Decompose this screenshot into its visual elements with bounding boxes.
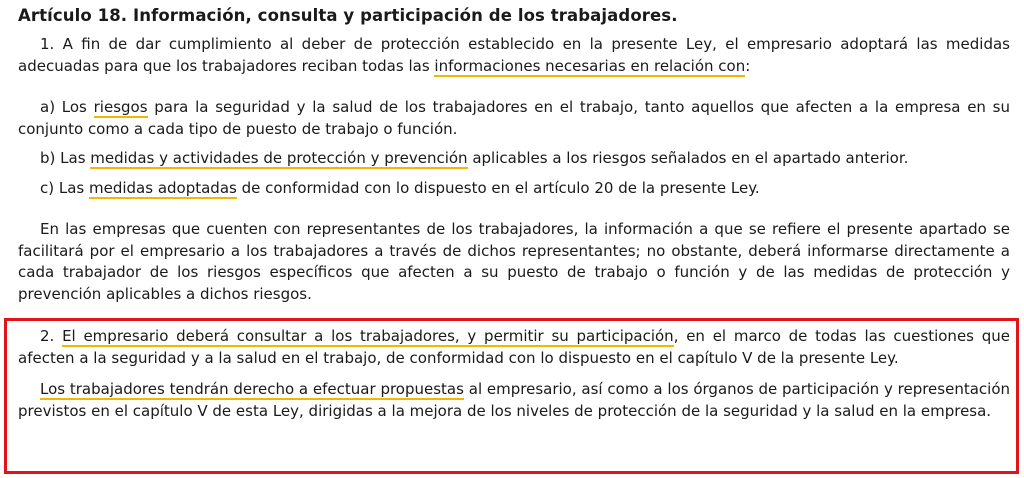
- paragraph-1-tail: :: [745, 56, 751, 75]
- underlined-phrase: informaciones necesarias en relación con: [434, 56, 746, 75]
- underlined-phrase: medidas adoptadas: [89, 178, 237, 197]
- list-item-a: [18, 97, 1010, 140]
- list-item-b-text: aplicables a los riesgos señalados en el apartado anterior.: [467, 149, 909, 167]
- paragraph-proposals: [18, 379, 1010, 422]
- list-item-c: [18, 178, 1010, 200]
- underlined-phrase: El empresario deberá consultar a los trabajadores, y permitir su participación: [62, 327, 674, 345]
- article-title: Artículo 18. Información, consulta y participación de los trabajadores.: [18, 6, 678, 25]
- list-item-b: [18, 148, 1010, 170]
- underlined-phrase: Los trabajadores tendrán derecho a efectuar propuestas: [40, 380, 464, 398]
- paragraph-1: [18, 34, 1010, 77]
- paragraph-2-text: , en el marco de todas las cuestiones que afecten a la seguridad y a la salud en el trabajo, de conformidad con lo dispuesto en el capítulo V de la presente Ley.: [18, 327, 1010, 367]
- list-item-a-prefix: a) Los: [40, 98, 94, 116]
- paragraph-2: [18, 326, 1010, 369]
- paragraph-proposals-text: al empresario, así como a los órganos de participación y representación previstos en el capítulo V de esta Ley, dirigidas a la mejora de los niveles de protección de la seguridad y la salud en la empresa.: [18, 380, 1010, 420]
- paragraph-representatives: En las empresas que cuenten con representantes de los trabajadores, la información a que se refiere el presente apartado se facilitará por el empresario a los trabajadores a través de dichos representantes; no obstante, deberá informarse directamente a cada trabajador de los riesgos específicos que afecten a su puesto de trabajo o función y de las medidas de protección y prevención aplicables a dichos riesgos.: [18, 220, 1010, 303]
- list-item-c-prefix: c) Las: [40, 178, 89, 197]
- list-item-b-prefix: b) Las: [40, 149, 91, 167]
- underlined-phrase: riesgos: [93, 98, 148, 116]
- list-item-a-text: para la seguridad y la salud de los trabajadores en el trabajo, tanto aquellos que afecten a la empresa en su conjunto como a cada tipo de puesto de trabajo o función.: [18, 98, 1010, 138]
- highlighted-section: [18, 326, 1010, 422]
- underlined-phrase: medidas y actividades de protección y prevención: [90, 149, 468, 167]
- list-item-c-text: de conformidad con lo dispuesto en el artículo 20 de la presente Ley.: [236, 178, 760, 197]
- paragraph-2-number: 2.: [40, 327, 63, 345]
- paragraph-1-text: 1. A fin de dar cumplimiento al deber de protección establecido en la presente Ley, el empresario adoptará las medidas adecuadas para que los trabajadores reciban todas las: [18, 35, 1010, 75]
